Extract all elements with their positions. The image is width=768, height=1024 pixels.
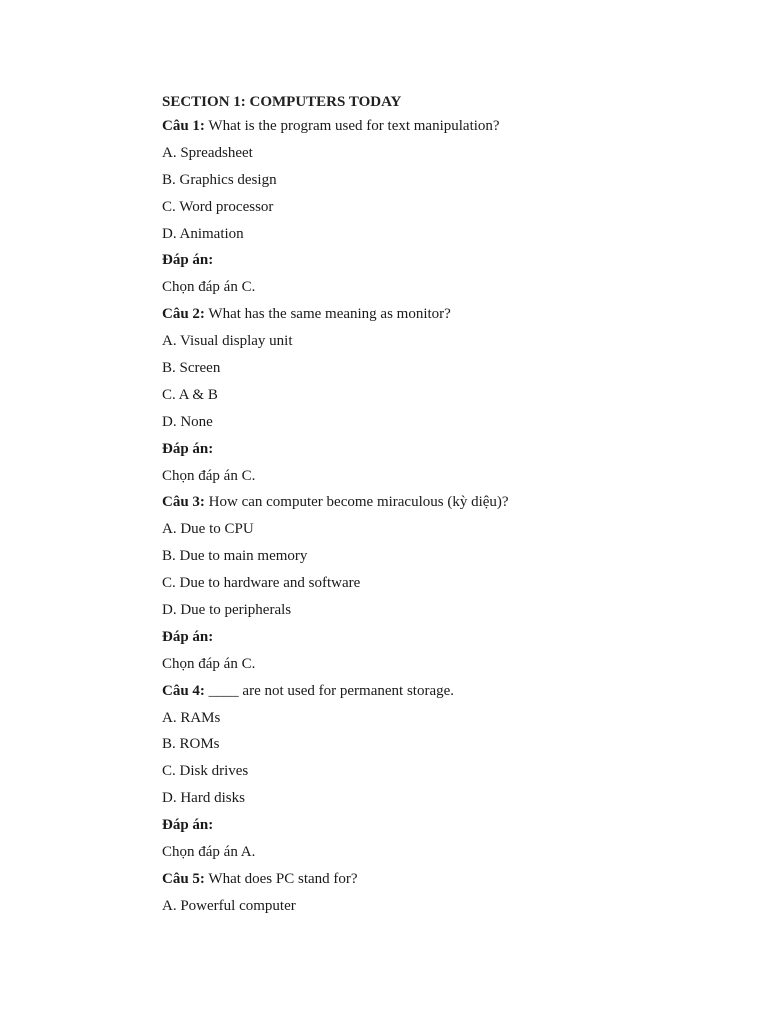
answer-2: Chọn đáp án C.: [162, 467, 256, 484]
option-1c: C. Word processor: [162, 198, 274, 215]
option-2b: B. Screen: [162, 360, 221, 377]
option-2a: A. Visual display unit: [162, 333, 293, 350]
question-label: Câu 2:: [162, 306, 205, 323]
question-label: Câu 4:: [162, 682, 205, 699]
option-4d: D. Hard disks: [162, 790, 245, 807]
question-4: [162, 681, 722, 708]
question-1: [162, 116, 722, 143]
question-2: [162, 304, 722, 331]
document-page: [162, 92, 722, 923]
option-1b: B. Graphics design: [162, 171, 277, 188]
option-4b: B. ROMs: [162, 736, 220, 753]
question-3: [162, 492, 722, 519]
question-text: What does PC stand for?: [208, 870, 358, 887]
option-1a: A. Spreadsheet: [162, 144, 253, 161]
answer-label-2: Đáp án:: [162, 440, 214, 457]
question-label: Câu 5:: [162, 870, 205, 887]
question-text: What has the same meaning as monitor?: [208, 306, 451, 323]
answer-1: Chọn đáp án C.: [162, 279, 256, 296]
option-5a: A. Powerful computer: [162, 897, 296, 914]
answer-label-4: Đáp án:: [162, 817, 214, 834]
option-2c: C. A & B: [162, 386, 218, 403]
option-2d: D. None: [162, 413, 213, 430]
option-1d: D. Animation: [162, 225, 244, 242]
answer-label-3: Đáp án:: [162, 628, 214, 645]
answer-4: Chọn đáp án A.: [162, 844, 256, 861]
option-3d: D. Due to peripherals: [162, 602, 292, 619]
answer-3: Chọn đáp án C.: [162, 655, 256, 672]
question-text: What is the program used for text manipulation?: [208, 118, 500, 134]
option-3a: A. Due to CPU: [162, 521, 254, 538]
question-5: [162, 869, 722, 896]
answer-label-1: Đáp án:: [162, 252, 214, 269]
option-3b: B. Due to main memory: [162, 548, 308, 565]
question-label: Câu 1:: [162, 118, 205, 134]
question-text: ____ are not used for permanent storage.: [208, 682, 455, 699]
option-3c: C. Due to hardware and software: [162, 575, 361, 592]
section-title: SECTION 1: COMPUTERS TODAY: [162, 94, 402, 110]
question-text: How can computer become miraculous (kỳ diệu)?: [208, 494, 509, 511]
question-label: Câu 3:: [162, 494, 205, 511]
option-4c: C. Disk drives: [162, 763, 249, 780]
option-4a: A. RAMs: [162, 709, 221, 726]
